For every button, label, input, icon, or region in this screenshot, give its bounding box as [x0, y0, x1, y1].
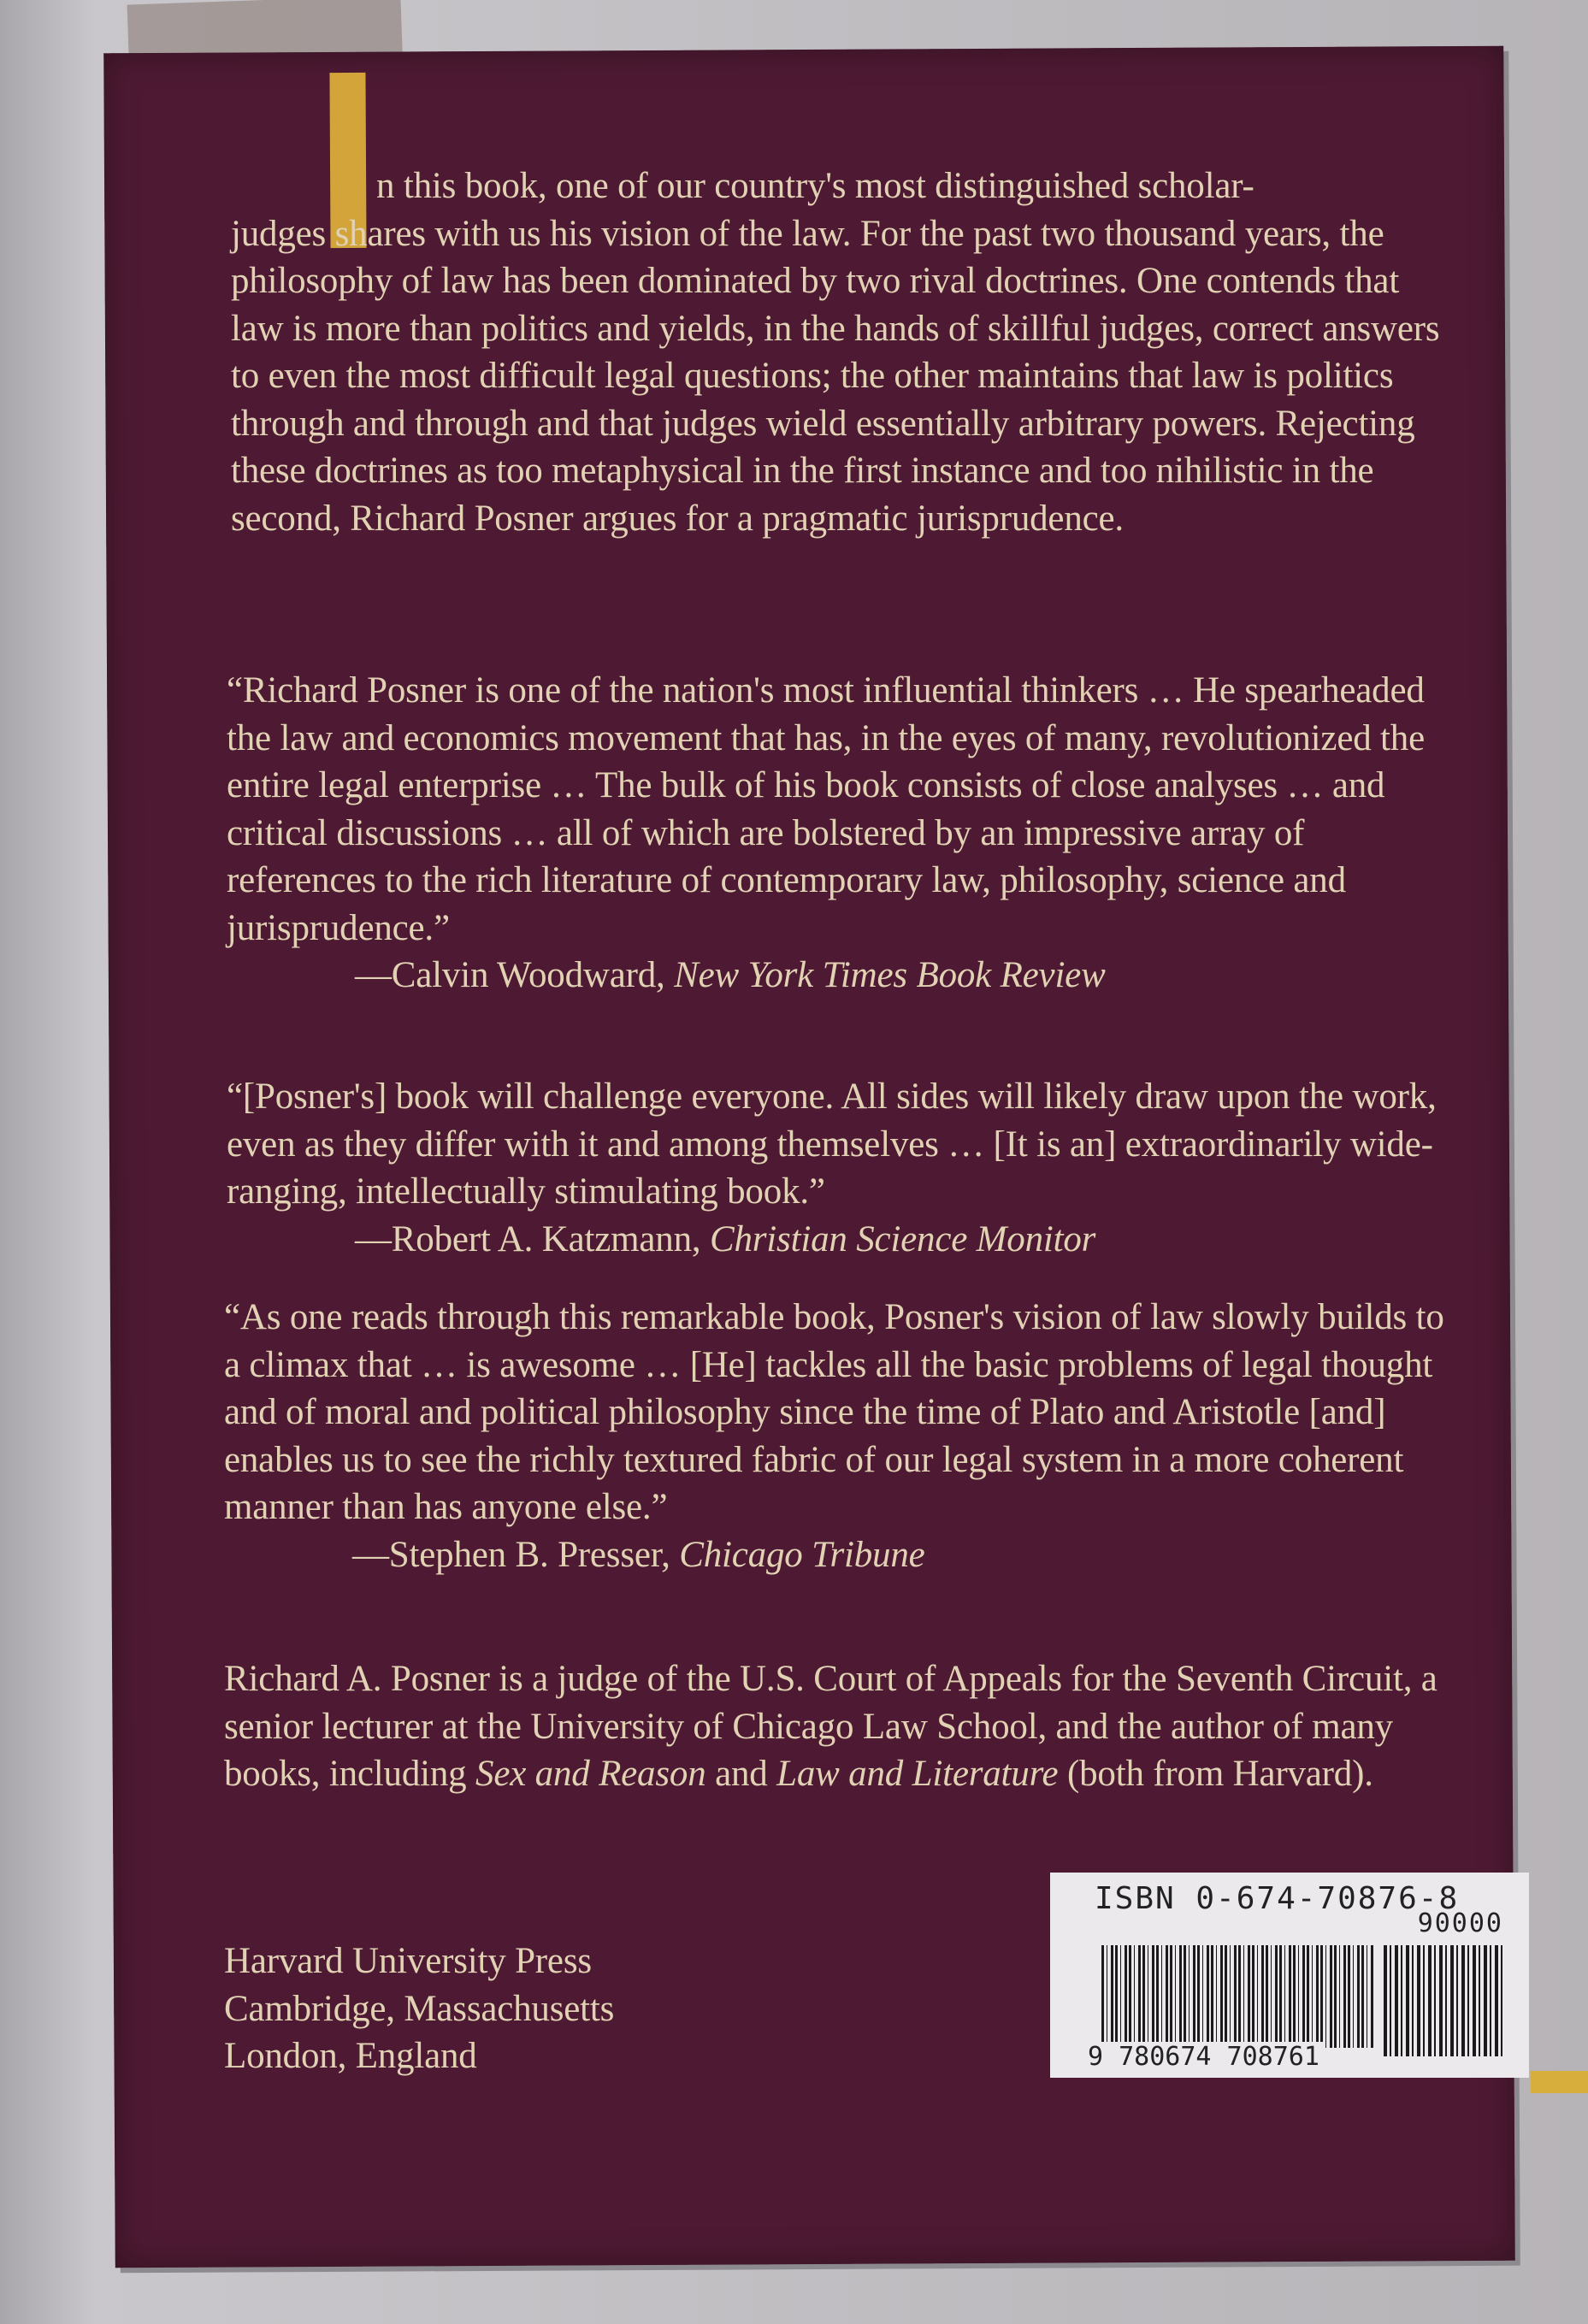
review-quote-3 — [224, 1294, 1447, 1578]
quote-source: New York Times Book Review — [674, 955, 1106, 995]
quote-author: —Stephen B. Presser, — [352, 1534, 670, 1575]
intro-paragraph — [231, 162, 1454, 542]
quote-author: —Calvin Woodward, — [355, 955, 665, 995]
publisher-city-2: London, England — [224, 2036, 477, 2076]
bio-book-2: Law and Literature — [776, 1754, 1059, 1794]
spine-color-mark — [1531, 2071, 1588, 2093]
review-quote-2 — [227, 1073, 1449, 1263]
bio-text: Richard A. Posner is a judge of the U.S. Court of Appeals for the Seventh Circuit, a senior lecturer at the University of Chicago Law School, and the author of many books, including — [224, 1659, 1437, 1794]
quote-attribution — [227, 952, 1449, 1000]
author-bio — [224, 1655, 1447, 1798]
bio-after: (both from Harvard). — [1066, 1754, 1373, 1794]
quote-text: “Richard Posner is one of the nation's most influential thinkers … He spearheaded the law and economics movement that has, in the eyes of many, revolutionized the entire legal enterprise … The bulk of his book consists of close analyses … and critical discussions … all of which are bolstered by an impressive array of references to the rich literature of contemporary law, philosophy, science and jurisprudence.” — [227, 670, 1425, 948]
barcode-label — [1050, 1873, 1529, 2078]
barcode-bars — [1101, 1945, 1375, 2048]
review-quote-1 — [227, 667, 1449, 1000]
intro-rest: judges shares with us his vision of the law. For the past two thousand years, the philosophy of law has been dominated by two rival doctrines. One contends that law is more than politics and yields, in the hands of skillful judges, correct answers to even the most difficult legal questions; the other maintains that law is politics through and through and that judges wield essentially arbitrary powers. Rejecting these doctrines as too metaphysical in the first instance and too nihilistic in the second, Richard Posner argues for a pragmatic jurisprudence. — [231, 213, 1440, 539]
quote-attribution — [224, 1531, 1447, 1579]
isbn-text: ISBN 0-674-70876-8 — [1095, 1881, 1460, 1916]
quote-source: Christian Science Monitor — [709, 1218, 1096, 1259]
publisher-block — [224, 1938, 737, 2080]
publisher-name: Harvard University Press — [224, 1941, 592, 1981]
quote-attribution — [227, 1216, 1449, 1264]
quote-source: Chicago Tribune — [679, 1534, 925, 1575]
barcode-addon-bars — [1384, 1945, 1503, 2056]
bio-and: and — [715, 1754, 768, 1794]
intro-first-line: n this book, one of our country's most distinguished scholar- — [376, 166, 1254, 206]
quote-text: “As one reads through this remarkable book, Posner's vision of law slowly builds to a climax that … is awesome … [He] tackles all the basic problems of legal thought and of moral and political philosophy since the time of Plato and Aristotle [and] enables us to see the richly textured fabric of our legal system in a more coherent manner than has anyone else.” — [224, 1297, 1444, 1527]
ean-digits: 9 780674 708761 — [1084, 2042, 1323, 2072]
quote-author: —Robert A. Katzmann, — [355, 1218, 701, 1259]
quote-text: “[Posner's] book will challenge everyone. All sides will likely draw upon the work, even as they differ with it and among themselves … [It is an] extraordinarily wide-ranging, intellectually stimulating book.” — [227, 1076, 1437, 1212]
bio-book-1: Sex and Reason — [475, 1754, 706, 1794]
publisher-city: Cambridge, Massachusetts — [224, 1988, 615, 2029]
price-code: 90000 — [1417, 1908, 1503, 1938]
